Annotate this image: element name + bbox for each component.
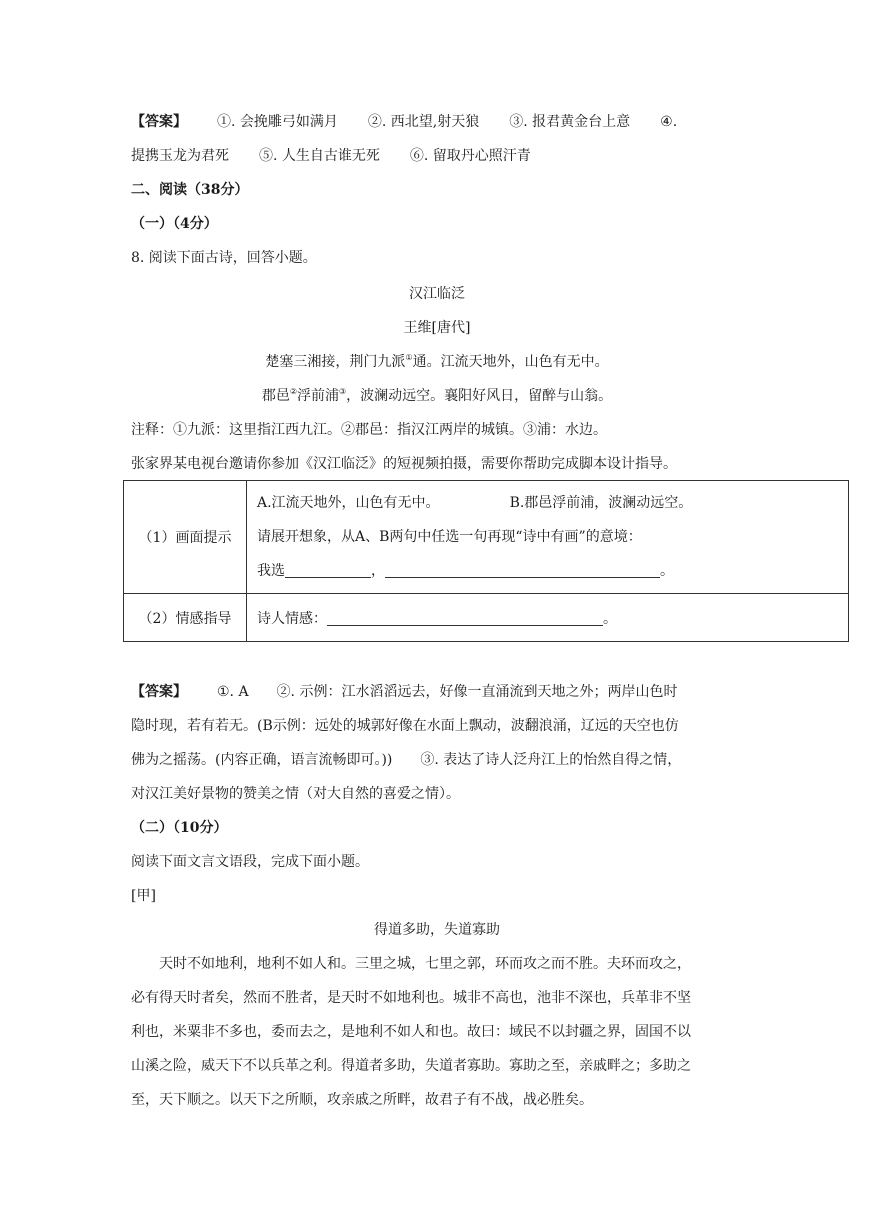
comma: ， (371, 563, 385, 579)
poem-text: 郡邑 (261, 388, 290, 404)
row-content (247, 481, 849, 594)
answer-item: ④. (660, 114, 678, 130)
emotion-blank[interactable] (327, 611, 603, 626)
passage-label: [甲] (131, 888, 156, 904)
essay-line: 山溪之险，威天下不以兵革之利。得道者多助，失道者寡助。寡助之至，亲戚畔之；多助之 (131, 1058, 691, 1074)
answer-2-line-4: 对汉江美好景物的赞美之情（对大自然的喜爱之情）。 (131, 786, 460, 802)
choice-line (257, 554, 838, 588)
answer-item: ③. 报君黄金台上意 (509, 114, 631, 130)
poem-line-2 (131, 386, 743, 406)
answer-1-line-2 (131, 146, 743, 166)
answer-item: ⑥. 留取丹心照汗青 (409, 148, 531, 164)
note-mark: ② (289, 387, 297, 396)
answer-item: ②. 西北望,射天狼 (367, 114, 480, 130)
note-mark: ① (405, 353, 413, 362)
poem-text: ，波澜动远空。襄阳好风日，留醉与山翁。 (346, 388, 613, 404)
answer-1-line-1 (131, 112, 743, 132)
essay-line: 必有得天时者矣，然而不胜者，是天时不如地利也。城非不高也，池非不深也，兵革非不坚 (131, 990, 691, 1006)
poem-notes: 注释：①九派：这里指江西九江。②郡邑：指汉江两岸的城镇。③浦：水边。 (131, 422, 607, 438)
poem-text: 浮前浦 (297, 388, 339, 404)
part-1-title: （一）（4分） (131, 216, 218, 232)
script-guide-table (123, 480, 849, 642)
table-row (124, 481, 849, 594)
question-8-prompt: 8. 阅读下面古诗，回答小题。 (131, 250, 317, 266)
emotion-prefix: 诗人情感： (257, 610, 327, 627)
answer-2-line-1 (131, 682, 743, 702)
period: 。 (660, 563, 674, 579)
period: 。 (603, 610, 617, 627)
answer-2-line-3: 佛为之摇荡。(内容正确，语言流畅即可。)) ③. 表达了诗人泛舟江上的怡然自得之情， (131, 752, 682, 768)
poem-author: 王维[唐代] (403, 320, 471, 336)
row-content (247, 594, 849, 642)
table-row (124, 594, 849, 642)
poem-text: 通。江流天地外，山色有无中。 (412, 354, 609, 370)
essay-line: 天时不如地利，地利不如人和。三里之城，七里之郭，环而攻之而不胜。夫环而攻之， (159, 956, 691, 972)
instruction-line: 请展开想象，从A、B两句中任选一句再现“诗中有画”的意境： (257, 529, 642, 545)
essay-title: 得道多助，失道寡助 (374, 922, 500, 938)
choice-prefix: 我选 (257, 563, 285, 579)
essay-line: 至，天下顺之。以天下之所顺，攻亲戚之所畔，故君子有不战，战必胜矣。 (131, 1092, 593, 1108)
options-line (257, 486, 838, 520)
poem-line-1 (131, 352, 743, 372)
part-2-prompt: 阅读下面文言文语段，完成下面小题。 (131, 854, 369, 870)
row-label: （1）画面提示 (124, 481, 247, 594)
note-mark: ③ (339, 387, 347, 396)
poem-text: 楚塞三湘接，荆门九派 (265, 354, 406, 370)
answer-tag: 【答案】 (131, 114, 187, 130)
answer-tag: 【答案】 (131, 684, 187, 700)
answer-item: 提携玉龙为君死 (131, 148, 229, 164)
choice-blank[interactable] (285, 563, 371, 578)
poem-title: 汉江临泛 (409, 286, 465, 302)
answer-text: ①. A ②. 示例：江水滔滔远去，好像一直涌流到天地之外；两岸山色时 (217, 684, 678, 700)
row-label: （2）情感指导 (124, 594, 247, 642)
answer-item: ⑤. 人生自古谁无死 (259, 148, 380, 164)
section-2-title: 二、阅读（38分） (131, 182, 249, 198)
option-a: A.江流天地外，山色有无中。 (257, 495, 440, 511)
description-blank[interactable] (385, 563, 660, 578)
option-b: B.郡邑浮前浦，波澜动远空。 (509, 495, 693, 511)
answer-item: ①. 会挽雕弓如满月 (217, 114, 338, 130)
essay-line: 利也，米粟非不多也，委而去之，是地利不如人和也。故曰：域民不以封疆之界，固国不以 (131, 1024, 691, 1040)
task-intro: 张家界某电视台邀请你参加《汉江临泛》的短视频拍摄，需要你帮助完成脚本设计指导。 (131, 456, 677, 472)
part-2-title: （二）（10分） (131, 820, 228, 836)
answer-2-line-2: 隐时现，若有若无。(B示例：远处的城郭好像在水面上飘动，波翻浪涌，辽远的天空也仿 (131, 718, 679, 734)
